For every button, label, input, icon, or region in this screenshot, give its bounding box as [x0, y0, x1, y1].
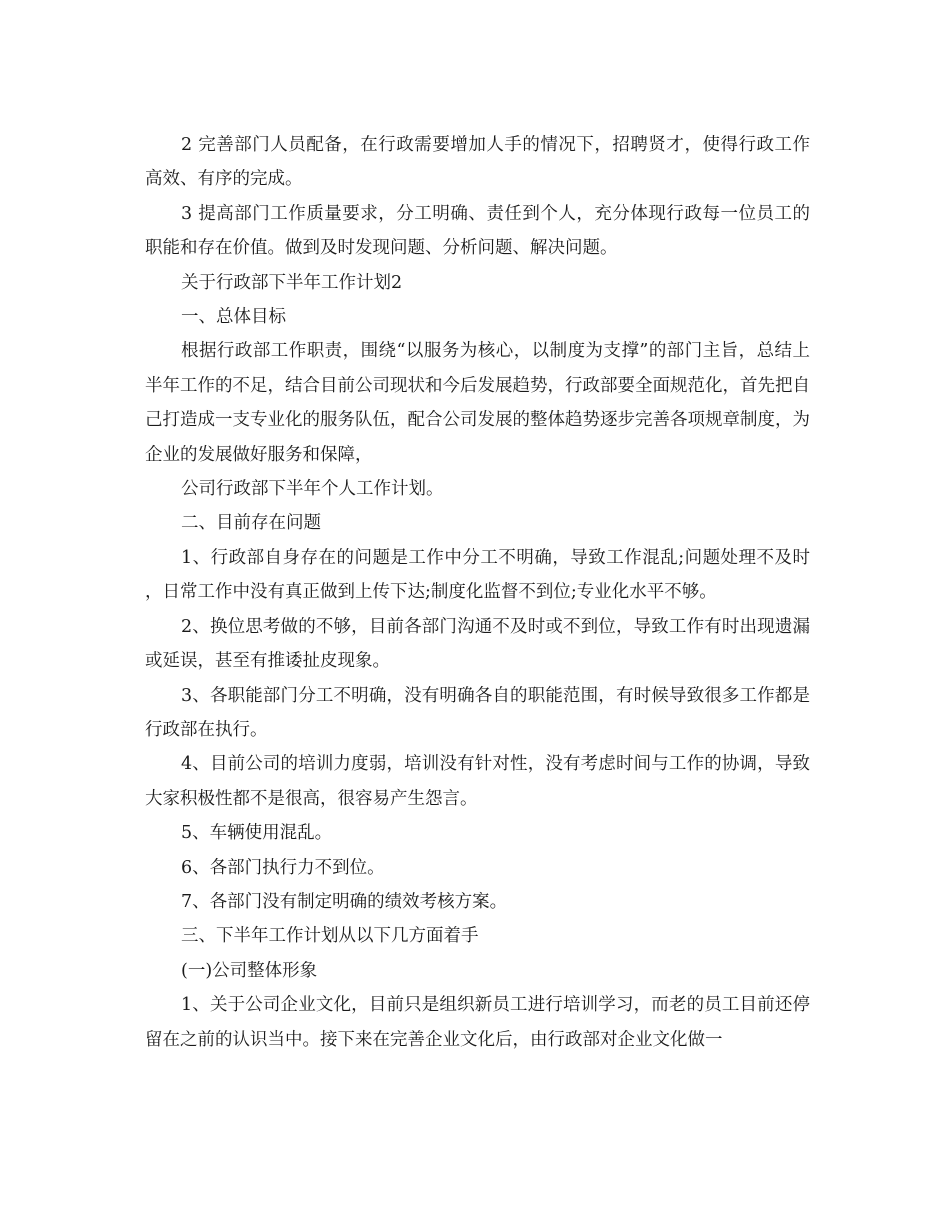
subheading-company-image: (一)公司整体形象 [181, 960, 318, 981]
list-item-problem-7: 7、各部门没有制定明确的绩效考核方案。 [181, 891, 508, 912]
list-item-problem-6: 6、各部门执行力不到位。 [181, 857, 385, 878]
paragraph-overall-goal: 根据行政部工作职责，围绕“以服务为核心，以制度为支撑”的部门主旨，总结上半年工作的不足，结合目前公司现状和今后发展趋势，行政部要全面规范化，首先把自己打造成一支专业化的服务队伍，配合公司发展的整体趋势逐步完善各项规章制度，为企业的发展做好服务和保障， [145, 341, 810, 465]
list-item-problem-4: 4、目前公司的培训力度弱，培训没有针对性，没有考虑时间与工作的协调，导致大家积极性都不是很高，很容易产生怨言。 [145, 754, 810, 809]
list-item-problem-2: 2、换位思考做的不够，目前各部门沟通不及时或不到位，导致工作有时出现遗漏或延误，甚至有推诿扯皮现象。 [145, 616, 810, 672]
section-title-plan-2: 关于行政部下半年工作计划2 [181, 272, 403, 293]
heading-overall-goal: 一、总体目标 [181, 307, 286, 328]
paragraph-quality: 3 提高部门工作质量要求，分工明确、责任到个人，充分体现行政每一位员工的职能和存在价值。做到及时发现问题、分析问题、解决问题。 [145, 203, 810, 259]
paragraph-personal-plan: 公司行政部下半年个人工作计划。 [181, 479, 444, 500]
heading-current-problems: 二、目前存在问题 [181, 513, 321, 534]
list-item-problem-3: 3、各职能部门分工不明确，没有明确各自的职能范围，有时候导致很多工作都是行政部在执行。 [145, 685, 810, 740]
document-body [145, 128, 810, 1057]
list-item-problem-1: 1、行政部自身存在的问题是工作中分工不明确，导致工作混乱;问题处理不及时，日常工作中没有真正做到上传下达;制度化监督不到位;专业化水平不够。 [145, 547, 810, 603]
paragraph-corporate-culture: 1、关于公司企业文化，目前只是组织新员工进行培训学习，而老的员工目前还停留在之前的认识当中。接下来在完善企业文化后，由行政部对企业文化做一 [145, 995, 810, 1050]
heading-second-half-plan: 三、下半年工作计划从以下几方面着手 [181, 926, 479, 947]
paragraph-staffing: 2 完善部门人员配备，在行政需要增加人手的情况下，招聘贤才，使得行政工作高效、有序的完成。 [145, 135, 810, 190]
list-item-problem-5: 5、车辆使用混乱。 [181, 823, 333, 844]
